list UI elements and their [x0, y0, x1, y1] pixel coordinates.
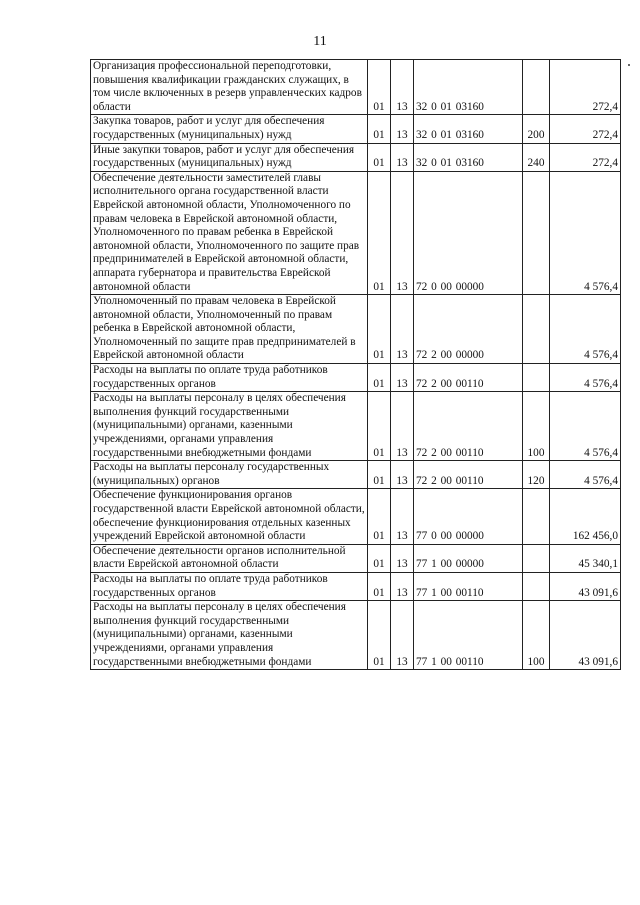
- row-name-text: Обеспечение деятельности заместителей главы исполнительного органа государственной власти Еврейской автономной области, Уполномоченного по правам человека в Еврейской автономной области, Уполномоченного по правам ребенка в Еврейской автономной области, Уполномоченного по защите прав предпринимателей в Еврейской автономной области, аппарата губернатора и правительства Еврейской автономной области: [93, 171, 360, 293]
- row-section-code: 01: [368, 143, 391, 171]
- row-target-article-code: 77 1 00 00110: [414, 572, 523, 600]
- table-row: [91, 572, 621, 600]
- row-expense-type-code: [523, 295, 550, 364]
- row-amount: 43 091,6: [550, 601, 621, 670]
- row-subsection-code: 13: [391, 392, 414, 461]
- table-row: [91, 60, 621, 115]
- row-subsection-code: 13: [391, 601, 414, 670]
- row-subsection-code: 13: [391, 544, 414, 572]
- row-name-text: Расходы на выплаты персоналу государственных (муниципальных) органов: [93, 461, 330, 487]
- row-amount: 45 340,1: [550, 544, 621, 572]
- row-amount: 4 576,4: [550, 461, 621, 489]
- row-expense-type-code: [523, 544, 550, 572]
- row-amount: 162 456,0: [550, 489, 621, 544]
- row-section-code: 01: [368, 572, 391, 600]
- row-name: [91, 461, 368, 489]
- table-row: [91, 364, 621, 392]
- row-name-text: Обеспечение функционирования органов государственной власти Еврейской автономной области, обеспечение функционирования отдельных казенных учреждений Еврейской автономной области: [93, 489, 365, 543]
- row-target-article-code: 72 2 00 00110: [414, 392, 523, 461]
- row-name: [91, 489, 368, 544]
- row-name: [91, 601, 368, 670]
- row-name: [91, 115, 368, 143]
- row-target-article-code: 72 2 00 00110: [414, 461, 523, 489]
- row-amount: 4 576,4: [550, 364, 621, 392]
- row-section-code: 01: [368, 295, 391, 364]
- row-expense-type-code: 100: [523, 601, 550, 670]
- row-expense-type-code: [523, 364, 550, 392]
- row-subsection-code: 13: [391, 489, 414, 544]
- table-row: [91, 171, 621, 294]
- row-target-article-code: 32 0 01 03160: [414, 60, 523, 115]
- row-target-article-code: 72 0 00 00000: [414, 171, 523, 294]
- row-subsection-code: 13: [391, 572, 414, 600]
- table-row: [91, 392, 621, 461]
- table-row: [91, 143, 621, 171]
- row-amount: 272,4: [550, 143, 621, 171]
- row-subsection-code: 13: [391, 295, 414, 364]
- row-amount: 4 576,4: [550, 171, 621, 294]
- row-target-article-code: 32 0 01 03160: [414, 143, 523, 171]
- row-name-text: Закупка товаров, работ и услуг для обеспечения государственных (муниципальных) нужд: [93, 115, 325, 141]
- row-section-code: 01: [368, 115, 391, 143]
- row-target-article-code: 32 0 01 03160: [414, 115, 523, 143]
- row-target-article-code: 77 1 00 00000: [414, 544, 523, 572]
- row-amount: 4 576,4: [550, 295, 621, 364]
- scan-mark: [628, 64, 630, 66]
- row-expense-type-code: 100: [523, 392, 550, 461]
- row-subsection-code: 13: [391, 171, 414, 294]
- row-name: [91, 544, 368, 572]
- budget-table: [90, 59, 621, 670]
- table-row: [91, 544, 621, 572]
- row-subsection-code: 13: [391, 461, 414, 489]
- row-subsection-code: 13: [391, 364, 414, 392]
- row-name: [91, 60, 368, 115]
- row-name: [91, 143, 368, 171]
- row-expense-type-code: [523, 171, 550, 294]
- row-name: [91, 295, 368, 364]
- row-name-text: Расходы на выплаты персоналу в целях обеспечения выполнения функций государственными (муниципальными) органами, казенными учреждениями, органами управления государственными внебюджетными фондами: [93, 392, 346, 459]
- table-row: [91, 461, 621, 489]
- row-name-text: Организация профессиональной переподготовки, повышения квалификации гражданских служащих, в том числе включенных в резерв управленческих кадров области: [93, 60, 362, 113]
- row-expense-type-code: 240: [523, 143, 550, 171]
- row-amount: 43 091,6: [550, 572, 621, 600]
- row-subsection-code: 13: [391, 115, 414, 143]
- row-section-code: 01: [368, 364, 391, 392]
- row-subsection-code: 13: [391, 143, 414, 171]
- row-name-text: Расходы на выплаты персоналу в целях обеспечения выполнения функций государственными (муниципальными) органами, казенными учреждениями, органами управления государственными внебюджетными фондами: [93, 601, 346, 668]
- row-target-article-code: 77 0 00 00000: [414, 489, 523, 544]
- row-name-text: Иные закупки товаров, работ и услуг для обеспечения государственных (муниципальных) нужд: [93, 143, 355, 170]
- row-section-code: 01: [368, 544, 391, 572]
- row-amount: 272,4: [550, 60, 621, 115]
- row-expense-type-code: 200: [523, 115, 550, 143]
- table-row: [91, 115, 621, 143]
- row-expense-type-code: [523, 60, 550, 115]
- row-name-text: Обеспечение деятельности органов исполнительной власти Еврейской автономной области: [93, 544, 346, 571]
- table-row: [91, 295, 621, 364]
- row-amount: 4 576,4: [550, 392, 621, 461]
- row-target-article-code: 77 1 00 00110: [414, 601, 523, 670]
- row-name: [91, 364, 368, 392]
- row-section-code: 01: [368, 392, 391, 461]
- row-section-code: 01: [368, 461, 391, 489]
- row-name: [91, 572, 368, 600]
- row-expense-type-code: 120: [523, 461, 550, 489]
- budget-table-body: [91, 60, 621, 670]
- page-number: 11: [313, 34, 327, 49]
- row-expense-type-code: [523, 572, 550, 600]
- row-name-text: Уполномоченный по правам человека в Еврейской автономной области, Уполномоченный по правам ребенка в Еврейской автономной области, Уполномоченный по защите прав предпринимателей в Еврейской автономной области: [93, 295, 356, 362]
- row-name: [91, 392, 368, 461]
- row-name-text: Расходы на выплаты по оплате труда работников государственных органов: [93, 572, 328, 599]
- row-target-article-code: 72 2 00 00000: [414, 295, 523, 364]
- row-name-text: Расходы на выплаты по оплате труда работников государственных органов: [93, 364, 328, 390]
- row-section-code: 01: [368, 489, 391, 544]
- row-subsection-code: 13: [391, 60, 414, 115]
- row-amount: 272,4: [550, 115, 621, 143]
- row-target-article-code: 72 2 00 00110: [414, 364, 523, 392]
- row-section-code: 01: [368, 601, 391, 670]
- table-row: [91, 489, 621, 544]
- row-name: [91, 171, 368, 294]
- row-section-code: 01: [368, 60, 391, 115]
- table-row: [91, 601, 621, 670]
- row-section-code: 01: [368, 171, 391, 294]
- row-expense-type-code: [523, 489, 550, 544]
